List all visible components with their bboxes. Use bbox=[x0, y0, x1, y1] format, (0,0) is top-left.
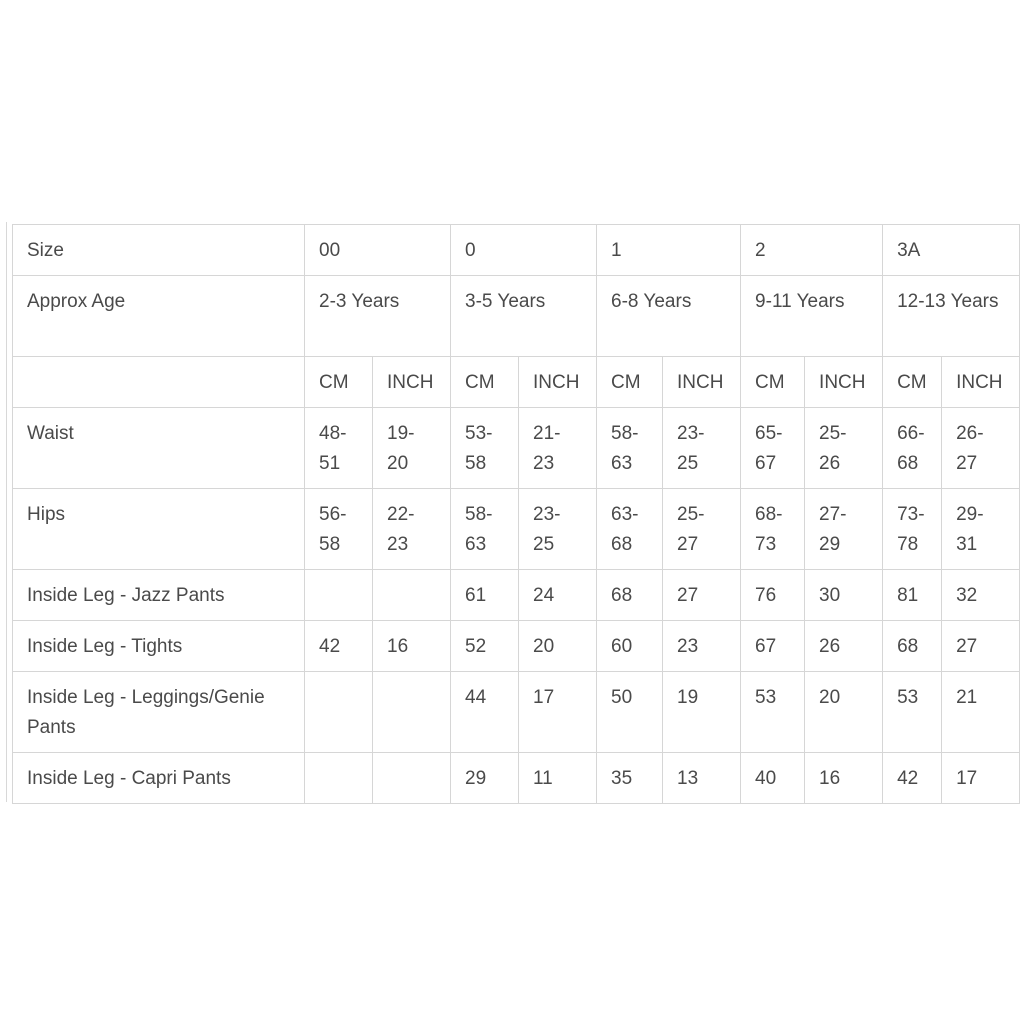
unit-inch: INCH bbox=[373, 357, 451, 408]
table-cell: 11 bbox=[519, 753, 597, 804]
table-cell: 50 bbox=[597, 672, 663, 753]
table-cell: 22- 23 bbox=[373, 489, 451, 570]
unit-row bbox=[13, 357, 1020, 408]
table-cell: 52 bbox=[451, 621, 519, 672]
table-row-waist bbox=[13, 408, 1020, 489]
table-cell: 21- 23 bbox=[519, 408, 597, 489]
table-cell: 30 bbox=[805, 570, 883, 621]
table-cell: 58- 63 bbox=[451, 489, 519, 570]
table-cell: 44 bbox=[451, 672, 519, 753]
size-chart-table bbox=[12, 224, 1020, 804]
size-label: Size bbox=[13, 225, 305, 276]
unit-cm: CM bbox=[597, 357, 663, 408]
table-cell: 60 bbox=[597, 621, 663, 672]
age-row bbox=[13, 276, 1020, 357]
table-cell bbox=[373, 753, 451, 804]
age-value: 9-11 Years bbox=[741, 276, 883, 357]
table-cell: 76 bbox=[741, 570, 805, 621]
table-cell: 27 bbox=[942, 621, 1020, 672]
row-label: Inside Leg - Jazz Pants bbox=[13, 570, 305, 621]
age-value: 2-3 Years bbox=[305, 276, 451, 357]
size-header-3a: 3A bbox=[883, 225, 1020, 276]
table-cell: 20 bbox=[805, 672, 883, 753]
row-label: Inside Leg - Leggings/Genie Pants bbox=[13, 672, 305, 753]
table-cell: 27- 29 bbox=[805, 489, 883, 570]
table-cell: 32 bbox=[942, 570, 1020, 621]
table-cell: 24 bbox=[519, 570, 597, 621]
table-cell: 63- 68 bbox=[597, 489, 663, 570]
table-cell: 68- 73 bbox=[741, 489, 805, 570]
table-cell: 53 bbox=[741, 672, 805, 753]
table-cell bbox=[305, 672, 373, 753]
size-header-00: 00 bbox=[305, 225, 451, 276]
table-cell: 13 bbox=[663, 753, 741, 804]
table-cell: 81 bbox=[883, 570, 942, 621]
table-cell: 23- 25 bbox=[663, 408, 741, 489]
table-cell: 29 bbox=[451, 753, 519, 804]
table-cell: 27 bbox=[663, 570, 741, 621]
size-header-2: 2 bbox=[741, 225, 883, 276]
age-label: Approx Age bbox=[13, 276, 305, 357]
table-cell: 73- 78 bbox=[883, 489, 942, 570]
table-cell: 17 bbox=[942, 753, 1020, 804]
table-cell: 25- 27 bbox=[663, 489, 741, 570]
row-label: Inside Leg - Capri Pants bbox=[13, 753, 305, 804]
size-header-1: 1 bbox=[597, 225, 741, 276]
table-cell: 19- 20 bbox=[373, 408, 451, 489]
table-cell: 68 bbox=[597, 570, 663, 621]
table-cell: 42 bbox=[305, 621, 373, 672]
table-cell: 23- 25 bbox=[519, 489, 597, 570]
table-row-hips bbox=[13, 489, 1020, 570]
table-row-tights bbox=[13, 621, 1020, 672]
table-cell: 68 bbox=[883, 621, 942, 672]
table-row-jazz-pants bbox=[13, 570, 1020, 621]
table-cell: 17 bbox=[519, 672, 597, 753]
row-label: Inside Leg - Tights bbox=[13, 621, 305, 672]
table-row-capri-pants bbox=[13, 753, 1020, 804]
table-cell: 16 bbox=[805, 753, 883, 804]
table-cell bbox=[373, 570, 451, 621]
table-cell: 58- 63 bbox=[597, 408, 663, 489]
table-cell: 56- 58 bbox=[305, 489, 373, 570]
table-cell: 53 bbox=[883, 672, 942, 753]
unit-cm: CM bbox=[883, 357, 942, 408]
table-cell bbox=[373, 672, 451, 753]
table-cell: 66- 68 bbox=[883, 408, 942, 489]
table-cell: 53- 58 bbox=[451, 408, 519, 489]
table-cell: 61 bbox=[451, 570, 519, 621]
table-row-leggings bbox=[13, 672, 1020, 753]
unit-inch: INCH bbox=[942, 357, 1020, 408]
unit-inch: INCH bbox=[519, 357, 597, 408]
age-value: 6-8 Years bbox=[597, 276, 741, 357]
table-cell: 23 bbox=[663, 621, 741, 672]
size-row bbox=[13, 225, 1020, 276]
table-cell: 67 bbox=[741, 621, 805, 672]
table-cell: 16 bbox=[373, 621, 451, 672]
table-cell bbox=[305, 753, 373, 804]
table-cell: 40 bbox=[741, 753, 805, 804]
table-cell: 29- 31 bbox=[942, 489, 1020, 570]
unit-inch: INCH bbox=[663, 357, 741, 408]
row-label: Hips bbox=[13, 489, 305, 570]
table-cell: 26- 27 bbox=[942, 408, 1020, 489]
table-cell: 25- 26 bbox=[805, 408, 883, 489]
unit-cm: CM bbox=[451, 357, 519, 408]
row-label: Waist bbox=[13, 408, 305, 489]
table-cell: 26 bbox=[805, 621, 883, 672]
age-value: 12-13 Years bbox=[883, 276, 1020, 357]
table-cell bbox=[305, 570, 373, 621]
unit-inch: INCH bbox=[805, 357, 883, 408]
age-value: 3-5 Years bbox=[451, 276, 597, 357]
unit-row-empty bbox=[13, 357, 305, 408]
table-cell: 48- 51 bbox=[305, 408, 373, 489]
table-cell: 65- 67 bbox=[741, 408, 805, 489]
table-cell: 20 bbox=[519, 621, 597, 672]
table-cell: 35 bbox=[597, 753, 663, 804]
table-cell: 19 bbox=[663, 672, 741, 753]
table-cell: 21 bbox=[942, 672, 1020, 753]
unit-cm: CM bbox=[741, 357, 805, 408]
size-header-0: 0 bbox=[451, 225, 597, 276]
unit-cm: CM bbox=[305, 357, 373, 408]
left-border-line bbox=[6, 222, 7, 802]
table-cell: 42 bbox=[883, 753, 942, 804]
